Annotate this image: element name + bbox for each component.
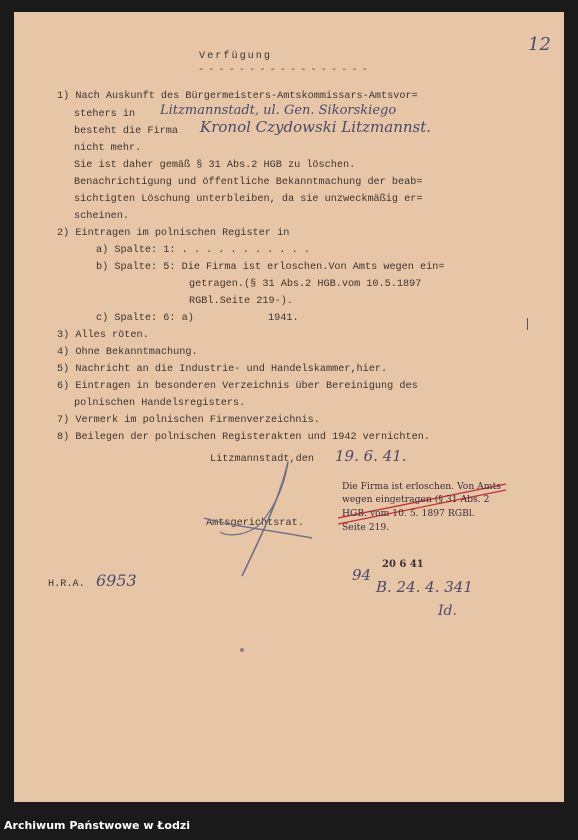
line-6: Benachrichtigung und öffentliche Bekanntmachung der beab= bbox=[74, 177, 423, 188]
line-5: Sie ist daher gemäß § 31 Abs.2 HGB zu löschen. bbox=[74, 160, 356, 171]
line-8: scheinen. bbox=[74, 211, 130, 222]
stamp-date: 20 6 41 bbox=[382, 559, 424, 570]
signature-mark bbox=[200, 458, 320, 583]
stamp-line-1: Die Firma ist erloschen. Von Amts bbox=[342, 481, 501, 492]
archive-footer bbox=[0, 808, 578, 840]
ink-dot bbox=[240, 648, 244, 652]
line-7: sichtigten Löschung unterbleiben, da sie unzweckmäßig er= bbox=[74, 194, 423, 205]
deletion-stamp bbox=[338, 478, 508, 538]
signature-label: Amtsgerichtsrat. bbox=[206, 518, 304, 529]
handwritten-note-b: B. 24. 4. 341 bbox=[376, 578, 473, 596]
line-4: nicht mehr. bbox=[74, 143, 142, 154]
handwritten-place: Litzmannstadt, ul. Gen. Sikorskiego bbox=[160, 103, 397, 118]
line-17: 5) Nachricht an die Industrie- und Handelskammer,hier. bbox=[57, 364, 388, 375]
archive-name: Archiwum Państwowe w Łodzi bbox=[4, 819, 191, 832]
handwritten-initials: Id. bbox=[438, 603, 457, 619]
heading: Verfügung bbox=[199, 51, 273, 62]
line-9: 2) Eintragen im polnischen Register in bbox=[57, 228, 290, 239]
line-12: getragen.(§ 31 Abs.2 HGB.vom 10.5.1897 bbox=[189, 279, 422, 290]
heading-underline: - - - - - - - - - - - - - - - - - bbox=[198, 65, 367, 76]
stamp-line-3: HGB. vom 10. 5. 1897 RGBl. bbox=[342, 508, 475, 519]
line-15: 3) Alles röten. bbox=[57, 330, 149, 341]
line-21: 8) Beilegen der polnischen Registerakten und 1942 vernichten. bbox=[57, 432, 430, 443]
line-10: a) Spalte: 1: . . . . . . . . . . . bbox=[96, 245, 310, 256]
hra-label: H.R.A. bbox=[48, 579, 85, 590]
line-16: 4) Ohne Bekanntmachung. bbox=[57, 347, 198, 358]
line-1: 1) Nach Auskunft des Bürgermeisters-Amtskommissars-Amtsvor= bbox=[57, 91, 418, 102]
stamp-line-4: Seite 219. bbox=[342, 522, 390, 533]
place-date: Litzmannstadt,den bbox=[210, 454, 314, 465]
line-14b: 1941. bbox=[268, 313, 299, 324]
handwritten-date: 19. 6. 41. bbox=[335, 447, 407, 465]
handwritten-hra-number: 6953 bbox=[96, 571, 137, 590]
stamp-line-2: wegen eingetragen (§ 31 Abs. 2 bbox=[342, 494, 490, 505]
line-19: polnischen Handelsregisters. bbox=[74, 398, 246, 409]
line-13: RGBl.Seite 219-). bbox=[189, 296, 293, 307]
handwritten-note-a: 94 bbox=[352, 566, 372, 584]
page-number: 12 bbox=[528, 34, 551, 55]
margin-tick bbox=[527, 318, 528, 330]
line-11: b) Spalte: 5: Die Firma ist erloschen.Von Amts wegen ein= bbox=[96, 262, 445, 273]
line-14a: c) Spalte: 6: a) bbox=[96, 313, 194, 324]
line-18: 6) Eintragen in besonderen Verzeichnis über Bereinigung des bbox=[57, 381, 418, 392]
handwritten-firm: Kronol Czydowski Litzmannst. bbox=[200, 118, 432, 136]
line-20: 7) Vermerk im polnischen Firmenverzeichnis. bbox=[57, 415, 320, 426]
line-2: stehers in bbox=[74, 109, 136, 120]
line-3: besteht die Firma bbox=[74, 126, 178, 137]
